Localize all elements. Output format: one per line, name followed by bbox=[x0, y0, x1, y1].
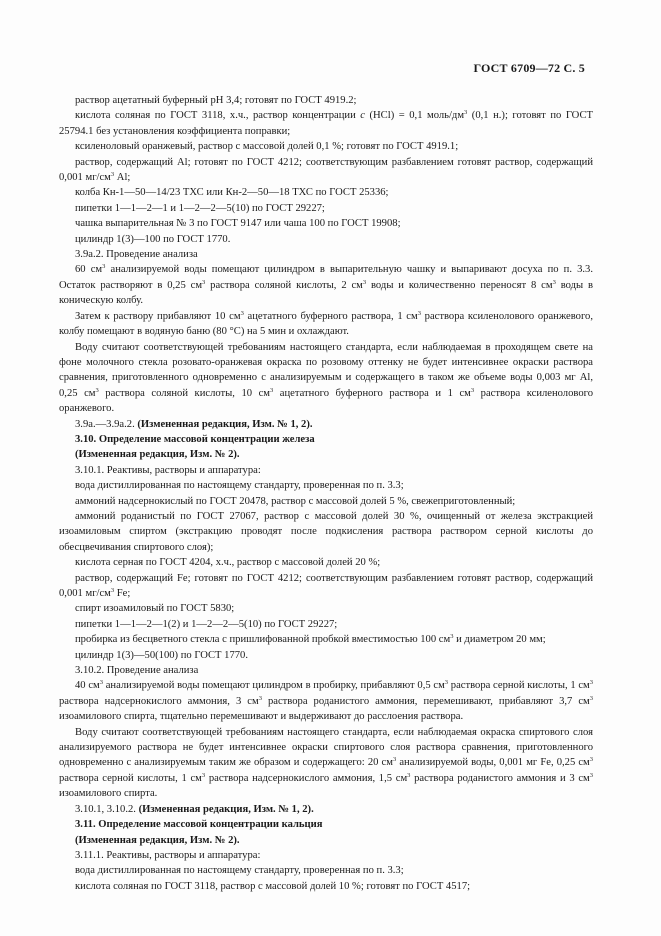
document-body bbox=[59, 93, 593, 894]
page-header: ГОСТ 6709—72 С. 5 bbox=[473, 61, 585, 75]
paragraph: Воду считают соответствующей требованиям настоящего стандарта, если наблюдаемая в проходящем свете на фоне молочного стекла розовато-оранжевая окраска по розовому оттенку не будет интенсивнее окраски раствора сравнения, приготовленного одновременно с анализируемым и содержащего в таком же объеме воды 0,003 мг Al, 0,25 $см^3$ раствора соляной кислоты, 10 $см^3$ ацетатного буферного раствора и 1 $см^3$ раствора ксиленолового оранжевого. bbox=[59, 341, 593, 415]
paragraph: 60 $см^3$ анализируемой воды помещают цилиндром в выпарительную чашку и выпаривают досуха по п. 3.3. Остаток растворяют в 0,25 $см^3$ раствора соляной кислоты, 2 $см^3$ воды и количественно переносят 8 $см^3$ воды в коническую колбу. bbox=[59, 263, 593, 307]
paragraph: цилиндр 1(3)—50(100) по ГОСТ 1770. bbox=[75, 649, 249, 661]
paragraph: 40 $см^3$ анализируемой воды помещают цилиндром в пробирку, прибавляют 0,5 $см^3$ раствора серной кислоты, 1 $см^3$ раствора надсернокислого аммония, 3 $см^3$ раствора роданистого аммония, перемешивают, прибавляют 3,7 $см^3$ изоамилового спирта, тщательно перемешивают и выдерживают до расслоения раствора. bbox=[59, 679, 594, 723]
paragraph: раствор, содержащий Al; готовят по ГОСТ 4212; соответствующим разбавлением готовят раствор, содержащий 0,001 $мг/см^3$ Al; bbox=[59, 156, 593, 184]
paragraph: колба Кн-1—50—14/23 ТХС или Кн-2—50—18 ТХС по ГОСТ 25336; bbox=[75, 187, 389, 199]
paragraph: кислота соляная по ГОСТ 3118, х.ч., раствор концентрации с (HCl) = 0,1 моль/$дм^3$ (0,1 н.); готовят по ГОСТ 25794.1 без установления коэффициента поправки; bbox=[59, 109, 593, 137]
paragraph: (Измененная редакция, Изм. № 2). bbox=[75, 449, 240, 461]
paragraph: пипетки 1—1—2—1(2) и 1—2—2—5(10) по ГОСТ 29227; bbox=[75, 618, 338, 630]
paragraph: вода дистиллированная по настоящему стандарту, проверенная по п. 3.3; bbox=[75, 865, 404, 877]
paragraph: цилиндр 1(3)—100 по ГОСТ 1770. bbox=[75, 233, 231, 245]
paragraph: 3.10.1. Реактивы, растворы и аппаратура: bbox=[75, 464, 261, 476]
paragraph: пипетки 1—1—2—1 и 1—2—2—5(10) по ГОСТ 29227; bbox=[75, 202, 325, 214]
paragraph: 3.11.1. Реактивы, растворы и аппаратура: bbox=[75, 849, 261, 861]
paragraph: 3.9а.—3.9а.2. (Измененная редакция, Изм. № 1, 2). bbox=[75, 418, 313, 430]
paragraph: Воду считают соответствующей требованиям настоящего стандарта, если наблюдаемая окраска спиртового слоя анализируемого раствора не будет интенсивнее окраски спиртового слоя раствора сравнения, приготовленного одновременно с анализируемым таким же образом и содержащего: 20 $см^3$ анализируемой воды, 0,001 мг Fe, 0,25 $см^3$ раствора серной кислоты, 1 $см^3$ раствора надсернокислого аммония, 1,5 $см^3$ раствора роданистого аммония и 3 $см^3$ изоамилового спирта. bbox=[59, 726, 593, 800]
paragraph: кислота серная по ГОСТ 4204, х.ч., раствор с массовой долей 20 %; bbox=[75, 557, 381, 569]
paragraph: чашка выпарительная № 3 по ГОСТ 9147 или чаша 100 по ГОСТ 19908; bbox=[75, 218, 401, 230]
paragraph: 3.10.1, 3.10.2. (Измененная редакция, Изм. № 1, 2). bbox=[75, 803, 314, 815]
paragraph: 3.11. Определение массовой концентрации кальция bbox=[75, 819, 323, 831]
paragraph: аммоний роданистый по ГОСТ 27067, раствор с массовой долей 30 %, очищенный от железа экстракцией изоамиловым спиртом (экстракцию проводят после подкисления раствора раствором серной кислоты до обесцвечивания спиртового слоя); bbox=[59, 510, 593, 553]
paragraph: 3.9а.2. Проведение анализа bbox=[75, 249, 198, 261]
paragraph: 3.10. Определение массовой концентрации железа bbox=[75, 433, 315, 445]
paragraph: аммоний надсернокислый по ГОСТ 20478, раствор с массовой долей 5 %, свежеприготовленный; bbox=[75, 495, 516, 507]
paragraph: ксиленоловый оранжевый, раствор с массовой долей 0,1 %; готовят по ГОСТ 4919.1; bbox=[75, 141, 459, 153]
paragraph: вода дистиллированная по настоящему стандарту, проверенная по п. 3.3; bbox=[75, 480, 404, 492]
paragraph: 3.10.2. Проведение анализа bbox=[75, 665, 199, 677]
paragraph: кислота соляная по ГОСТ 3118, раствор с массовой долей 10 %; готовят по ГОСТ 4517; bbox=[75, 880, 471, 892]
paragraph: раствор, содержащий Fe; готовят по ГОСТ 4212; соответствующим разбавлением готовят раствор, содержащий 0,001 $мг/см^3$ Fe; bbox=[59, 572, 593, 599]
paragraph: пробирка из бесцветного стекла с пришлифованной пробкой вместимостью 100 $см^3$ и диаметром 20 мм; bbox=[75, 633, 546, 646]
paragraph: (Измененная редакция, Изм. № 2). bbox=[75, 834, 240, 846]
paragraph: спирт изоамиловый по ГОСТ 5830; bbox=[75, 603, 235, 615]
paragraph: раствор ацетатный буферный рН 3,4; готовят по ГОСТ 4919.2; bbox=[75, 95, 357, 106]
paragraph: Затем к раствору прибавляют 10 $см^3$ ацетатного буферного раствора, 1 $см^3$ раствора ксиленолового оранжевого, колбу помещают в водяную баню (80 °С) на 5 мин и охлаждают. bbox=[59, 309, 593, 338]
